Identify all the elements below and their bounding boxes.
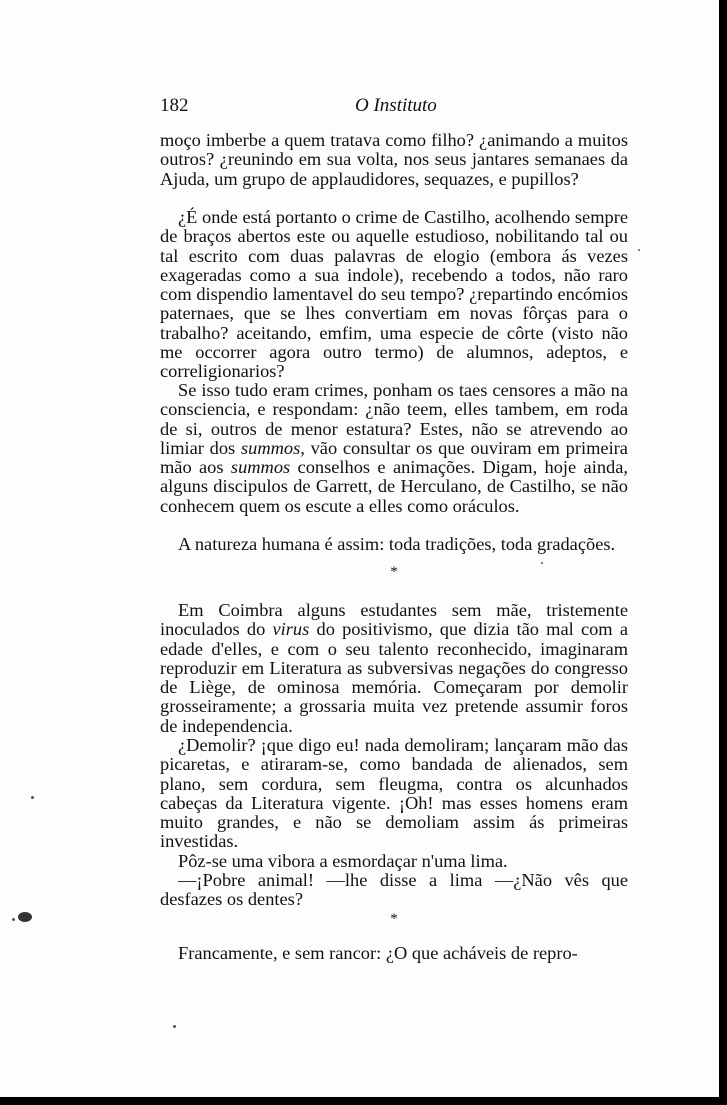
ink-speck (31, 796, 34, 799)
ink-speck (638, 249, 640, 251)
paragraph: ¿Demolir? ¡que digo eu! nada demoliram; lançaram mão das picaretas, e atiraram-se, como bandada de alienados, sem plano, sem cordura, sem fleugma, contra os alcunhados cabeças da Literatura vigente. ¡Oh! mas esses homens eram muito grandes, e não se demoliam assim ás primeiras investidas. (160, 735, 628, 852)
ink-speck (18, 912, 32, 922)
section-separator: * (390, 564, 398, 580)
body-text (160, 131, 628, 963)
paragraph: Se isso tudo eram crimes, ponham os taes censores a mão na consciencia, e respondam: ¿não teem, elles tambem, em roda de si, outros de menor estatura? Estes, não se atrevendo ao limiar dos summos, vão consultar os que ouviram em primeira mão aos summos conselhos e animações. Digam, hoje ainda, alguns discipulos de Garrett, de Herculano, de Castilho, se não conhecem quem os escute a elles como oráculos. (160, 380, 628, 516)
page-number: 182 (160, 95, 189, 116)
paragraph: moço imberbe a quem tratava como filho? ¿animando a muitos outros? ¿reunindo em sua volta, nos seus jantares semanaes da Ajuda, um grupo de applaudidores, sequazes, e pupillos? (160, 130, 628, 189)
running-header (160, 95, 628, 119)
running-title: O Instituto (355, 95, 437, 116)
paragraph: ¿É onde está portanto o crime de Castilho, acolhendo sempre de braços abertos este ou aquelle estudioso, nobilitando tal ou tal escrito com duas palavras de elogio (embora ás vezes exageradas como a sua indole), recebendo a todos, não raro com dispendio lamentavel do seu tempo? ¿repartindo encómios paternaes, que se lhes convertiam em novas fôrças para o trabalho? aceitando, emfim, uma especie de côrte (visto não me occorrer agora outro termo) de alumnos, adeptos, e correligionarios? (160, 207, 628, 382)
paragraph: Francamente, e sem rancor: ¿O que acháveis de repro- (178, 943, 578, 963)
ink-speck (12, 918, 15, 921)
paragraph: —¡Pobre animal! —lhe disse a lima —¿Não vês que desfazes os dentes? (160, 870, 628, 910)
ink-speck (173, 1025, 176, 1028)
ink-speck (541, 562, 543, 564)
paragraph: A natureza humana é assim: toda tradições, toda gradações. (178, 534, 616, 554)
section-separator: * (390, 911, 398, 927)
paragraph: Em Coimbra alguns estudantes sem mãe, tristemente inoculados do virus do positivismo, que dizia tão mal com a edade d'elles, e com o seu talento reconhecido, imaginaram reproduzir em Literatura as subversivas negações do congresso de Liège, de ominosa memória. Começaram por demolir grosseiramente; a grossaria muita vez pretende assumir foros de independencia. (160, 600, 628, 736)
paragraph: Pôz-se uma vibora a esmordaçar n'uma lima. (178, 851, 508, 871)
